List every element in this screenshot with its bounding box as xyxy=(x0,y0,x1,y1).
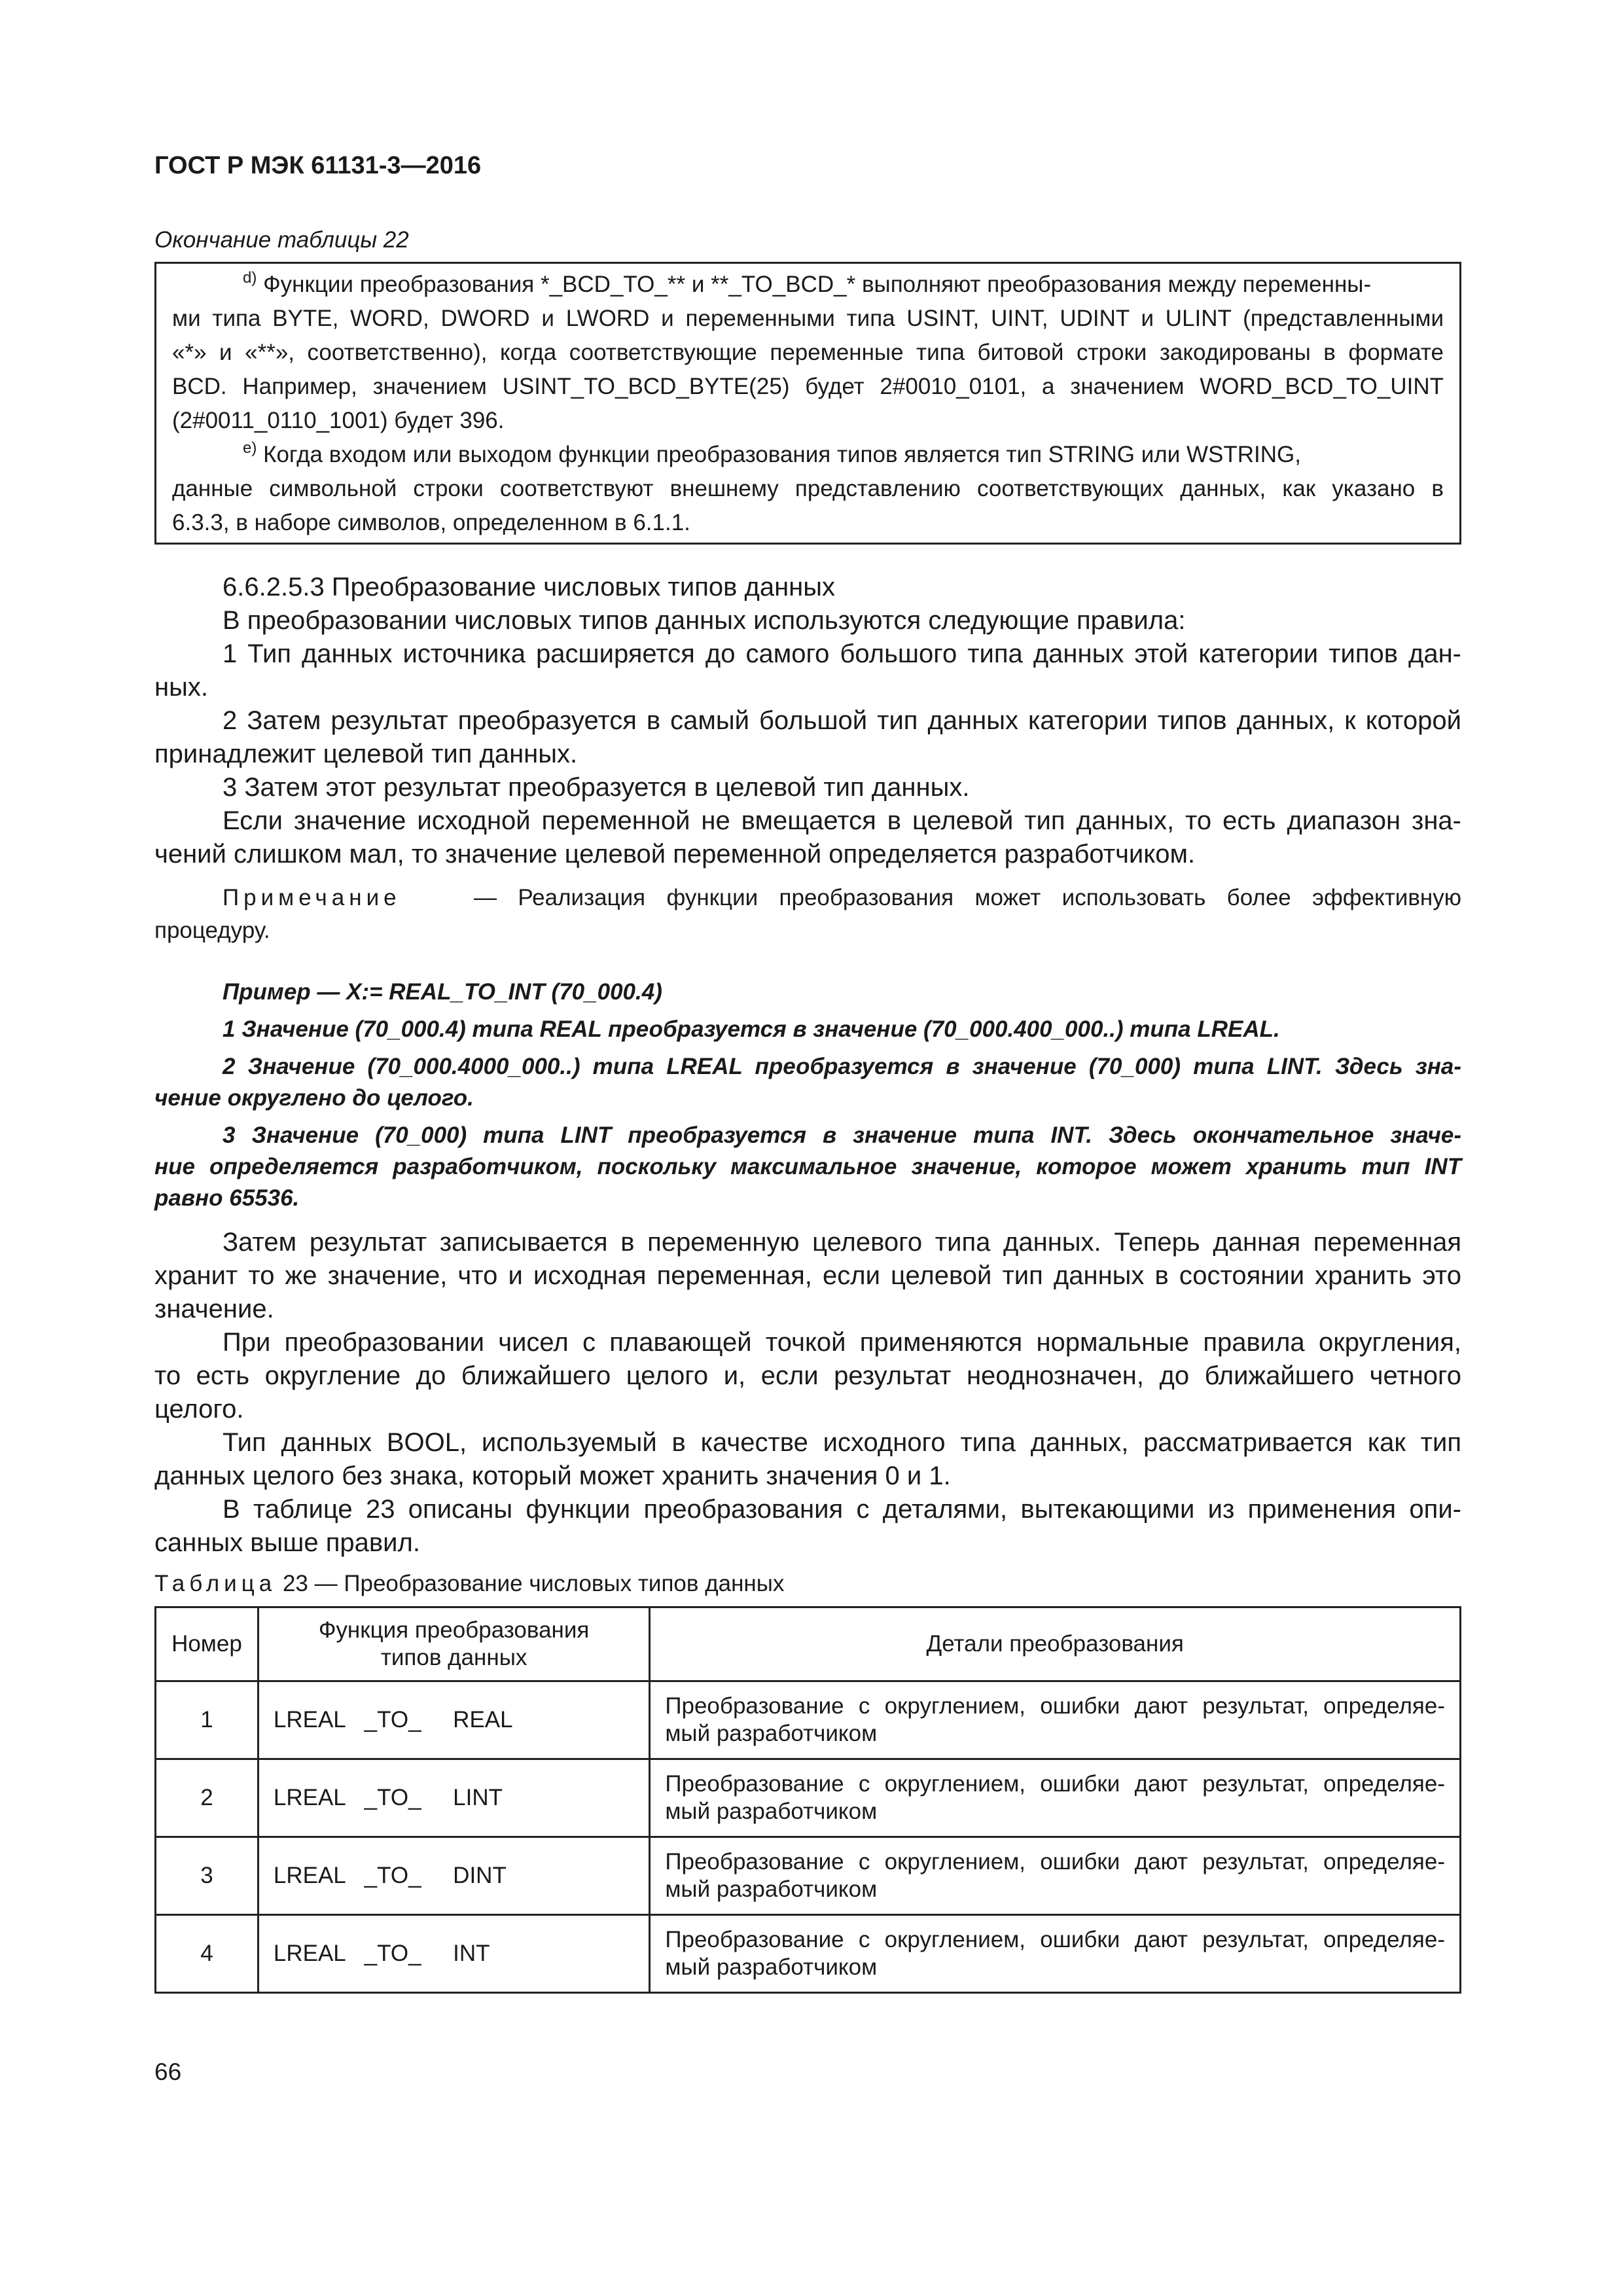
footnote-d-line-2: ми типа BYTE, WORD, DWORD и LWORD и переменными типа USINT, UINT, UDINT и ULINT (представленными xyxy=(172,306,1444,331)
row-details: Преобразование с округлением, ошибки дают результат, определяе- мый разработчиком xyxy=(650,1837,1461,1915)
table-row xyxy=(156,1759,1461,1837)
row-number: 2 xyxy=(156,1759,259,1837)
row-number: 3 xyxy=(156,1837,259,1915)
para4-line-1: В таблице 23 описаны функции преобразования с деталями, вытекающими из применения опи- xyxy=(223,1495,1461,1524)
rule1-line-1: 1 Тип данных источника расширяется до самого большого типа данных этой категории типов дан- xyxy=(223,639,1461,668)
footnote-d-line-3: «*» и «**», соответственно), когда соответствующие переменные типа битовой строки закодированы в формате xyxy=(172,340,1444,365)
table23-caption: Таблица 23 — Преобразование числовых типов данных xyxy=(154,1571,785,1596)
para2-line-2: то есть округление до ближайшего целого и, если результат неоднозначен, до ближайшего четного xyxy=(154,1361,1461,1390)
row-function: LREAL _TO_ DINT xyxy=(258,1837,649,1915)
header-function: Функция преобразования типов данных xyxy=(258,1607,649,1681)
rule1-line-2: ных. xyxy=(154,673,208,702)
overflow-line-1: Если значение исходной переменной не вмещается в целевой тип данных, то есть диапазон зна- xyxy=(223,806,1461,835)
footnote-d-line-4: BCD. Например, значением USINT_TO_BCD_BYTE(25) будет 2#0010_0101, а значением WORD_BCD_TO_UINT xyxy=(172,374,1444,399)
row-details: Преобразование с округлением, ошибки дают результат, определяе- мый разработчиком xyxy=(650,1759,1461,1837)
table22-continuation-caption: Окончание таблицы 22 xyxy=(154,227,409,253)
para2-line-3: целого. xyxy=(154,1395,244,1424)
header-number: Номер xyxy=(156,1607,259,1681)
rule2-line-1: 2 Затем результат преобразуется в самый большой тип данных категории типов данных, к которой xyxy=(223,706,1461,735)
footnote-e-line-2: данные символьной строки соответствуют внешнему представлению соответствующих данных, как указано в xyxy=(172,476,1444,501)
row-function: LREAL _TO_ REAL xyxy=(258,1681,649,1759)
row-number: 1 xyxy=(156,1681,259,1759)
para1-line-1: Затем результат записывается в переменную целевого типа данных. Теперь данная переменная xyxy=(223,1228,1461,1257)
example-step-2-line-2: чение округлено до целого. xyxy=(154,1085,474,1111)
table-row xyxy=(156,1681,1461,1759)
example-step-1: 1 Значение (70_000.4) типа REAL преобразуется в значение (70_000.400_000..) типа LREAL. xyxy=(223,1016,1280,1042)
header-details: Детали преобразования xyxy=(650,1607,1461,1681)
table22-footnotes-box xyxy=(154,262,1461,545)
table23-header-row xyxy=(156,1607,1461,1681)
rule3: 3 Затем этот результат преобразуется в целевой тип данных. xyxy=(223,773,970,802)
row-number: 4 xyxy=(156,1915,259,1993)
example-title: Пример — X:= REAL_TO_INT (70_000.4) xyxy=(223,979,662,1005)
example-step-3-line-1: 3 Значение (70_000) типа LINT преобразуется в значение типа INT. Здесь окончательное значе- xyxy=(223,1122,1461,1148)
footnote-d-line-5: (2#0011_0110_1001) будет 396. xyxy=(172,408,505,433)
para3-line-2: данных целого без знака, который может хранить значения 0 и 1. xyxy=(154,1462,951,1490)
rule2-line-2: принадлежит целевой тип данных. xyxy=(154,740,578,768)
example-step-3-line-2: ние определяется разработчиком, поскольку максимальное значение, которое может хранить тип INT xyxy=(154,1154,1461,1179)
example-step-3-line-3: равно 65536. xyxy=(154,1185,300,1211)
footnote-e-mark: e) xyxy=(243,439,257,457)
overflow-line-2: чений слишком мал, то значение целевой переменной определяется разработчиком. xyxy=(154,840,1196,869)
note-label: Примечание xyxy=(223,885,401,910)
document-code-header: ГОСТ Р МЭК 61131-3—2016 xyxy=(154,152,482,179)
footnote-d-line-1: $^{d)}$ Функции преобразования *_BCD_TO_** и **_TO_BCD_* выполняют преобразования между переменны- xyxy=(243,269,1372,297)
row-function: LREAL _TO_ LINT xyxy=(258,1759,649,1837)
example-step-2-line-1: 2 Значение (70_000.4000_000..) типа LREAL преобразуется в значение (70_000) типа LINT. Здесь зна- xyxy=(223,1054,1461,1079)
row-details: Преобразование с округлением, ошибки дают результат, определяе- мый разработчиком xyxy=(650,1681,1461,1759)
note-text-line-2: процедуру. xyxy=(154,918,270,943)
para2-line-1: При преобразовании чисел с плавающей точкой применяются нормальные правила округления, xyxy=(223,1328,1461,1357)
row-function: LREAL _TO_ INT xyxy=(258,1915,649,1993)
footnote-e-line-3: 6.3.3, в наборе символов, определенном в 6.1.1. xyxy=(172,510,690,535)
table-row xyxy=(156,1915,1461,1993)
table-row xyxy=(156,1837,1461,1915)
para1-line-2: хранит то же значение, что и исходная переменная, если целевой тип данных в состоянии хранить это xyxy=(154,1261,1461,1290)
section-heading: 6.6.2.5.3 Преобразование числовых типов данных xyxy=(223,573,835,601)
table23 xyxy=(154,1606,1461,1994)
para4-line-2: санных выше правил. xyxy=(154,1528,420,1557)
row-details: Преобразование с округлением, ошибки дают результат, определяе- мый разработчиком xyxy=(650,1915,1461,1993)
page-number: 66 xyxy=(154,2058,182,2085)
section-intro: В преобразовании числовых типов данных используются следующие правила: xyxy=(223,606,1186,635)
para3-line-1: Тип данных BOOL, используемый в качестве исходного типа данных, рассматривается как тип xyxy=(223,1428,1461,1457)
para1-line-3: значение. xyxy=(154,1295,274,1323)
note-text-line-1: — Реализация функции преобразования может использовать более эффективную xyxy=(474,885,1461,910)
footnote-d-mark: d) xyxy=(243,269,257,287)
footnote-e-line-1: $^{e)}$ Когда входом или выходом функции преобразования типов является тип STRING или WSTRING, xyxy=(243,439,1301,467)
